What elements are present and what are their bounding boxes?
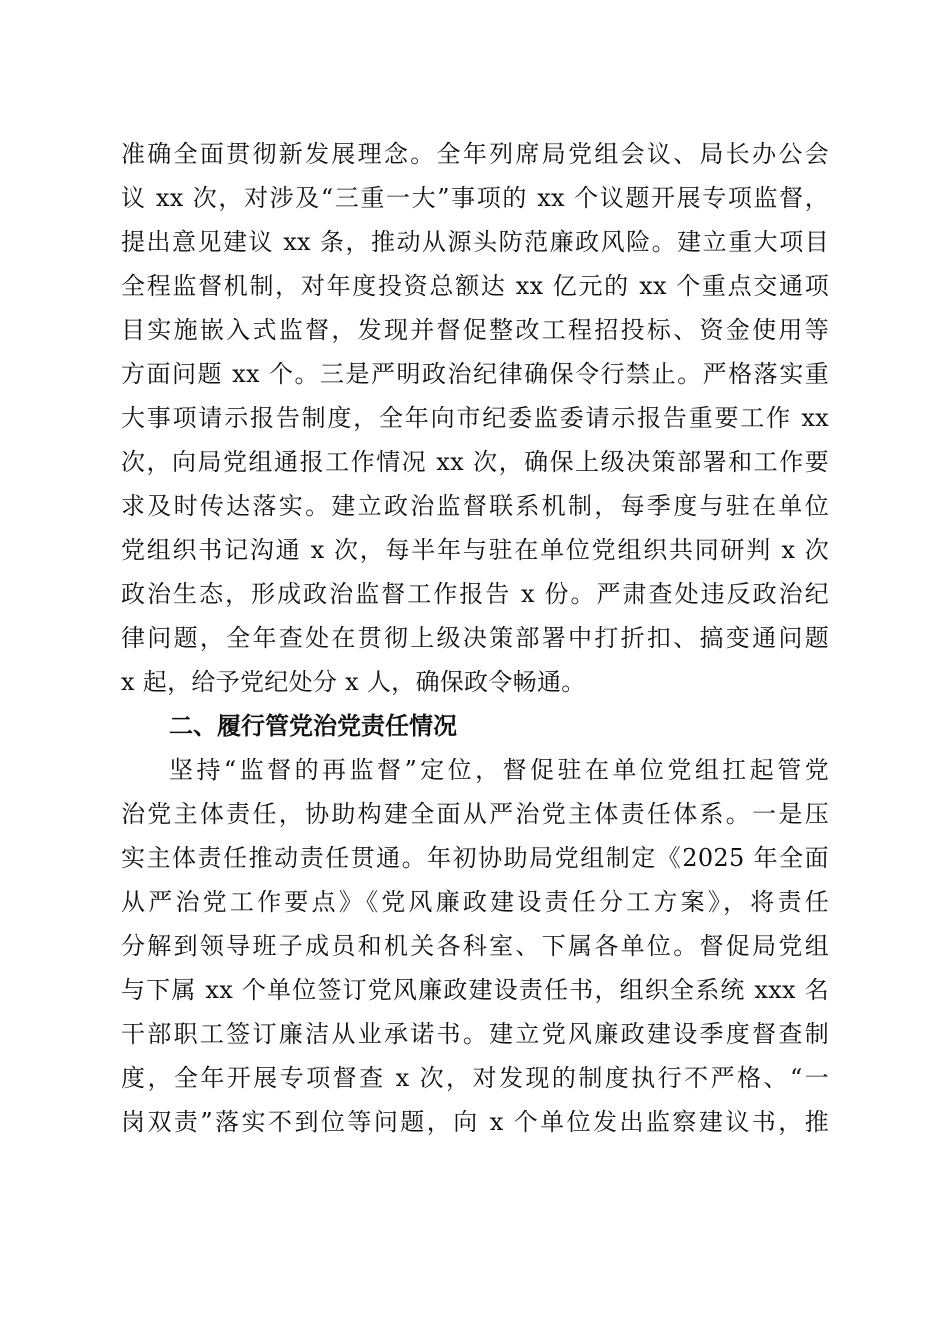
paragraph-line: x 起，给予党纪处分 x 人，确保政令畅通。 bbox=[121, 668, 586, 696]
paragraph-line: 干部职工签订廉洁从业承诺书。建立党风廉政建设季度督查制 bbox=[121, 1020, 829, 1048]
paragraph-line: 目实施嵌入式监督，发现并督促整改工程招投标、资金使用等 bbox=[121, 316, 829, 344]
paragraph-line: 次，向局党组通报工作情况 xx 次，确保上级决策部署和工作要 bbox=[121, 448, 829, 476]
paragraph-line: 求及时传达落实。建立政治监督联系机制，每季度与驻在单位 bbox=[121, 492, 829, 520]
paragraph-line: 全程监督机制，对年度投资总额达 xx 亿元的 xx 个重点交通项 bbox=[121, 272, 829, 300]
section-heading: 二、履行管党治党责任情况 bbox=[169, 712, 457, 740]
paragraph-political-supervision bbox=[121, 132, 829, 704]
paragraph-line: 坚持“监督的再监督”定位，督促驻在单位党组扛起管党 bbox=[169, 756, 829, 784]
paragraph-line: 准确全面贯彻新发展理念。全年列席局党组会议、局长办公会 bbox=[121, 140, 829, 168]
paragraph-line: 度，全年开展专项督查 x 次，对发现的制度执行不严格、“一 bbox=[121, 1064, 829, 1092]
paragraph-line: 政治生态，形成政治监督工作报告 x 份。严肃查处违反政治纪 bbox=[121, 580, 829, 608]
paragraph-line: 实主体责任推动责任贯通。年初协助局党组制定《2025 年全面 bbox=[121, 844, 829, 872]
paragraph-line: 从严治党工作要点》《党风廉政建设责任分工方案》，将责任 bbox=[121, 888, 829, 916]
paragraph-line: 大事项请示报告制度，全年向市纪委监委请示报告重要工作 xx bbox=[121, 404, 829, 432]
paragraph-line: 提出意见建议 xx 条，推动从源头防范廉政风险。建立重大项目 bbox=[121, 228, 829, 256]
paragraph-line: 党组织书记沟通 x 次，每半年与驻在单位党组织共同研判 x 次 bbox=[121, 536, 829, 564]
paragraph-line: 律问题，全年查处在贯彻上级决策部署中打折扣、搞变通问题 bbox=[121, 624, 829, 652]
paragraph-line: 治党主体责任，协助构建全面从严治党主体责任体系。一是压 bbox=[121, 800, 829, 828]
paragraph-line: 议 xx 次，对涉及“三重一大”事项的 xx 个议题开展专项监督， bbox=[121, 184, 829, 212]
paragraph-line: 与下属 xx 个单位签订党风廉政建设责任书，组织全系统 xxx 名 bbox=[121, 976, 829, 1004]
paragraph-line: 方面问题 xx 个。三是严明政治纪律确保令行禁止。严格落实重 bbox=[121, 360, 829, 388]
paragraph-party-governance bbox=[121, 748, 829, 1144]
paragraph-line: 岗双责”落实不到位等问题，向 x 个单位发出监察建议书，推 bbox=[121, 1108, 829, 1136]
paragraph-line: 分解到领导班子成员和机关各科室、下属各单位。督促局党组 bbox=[121, 932, 829, 960]
